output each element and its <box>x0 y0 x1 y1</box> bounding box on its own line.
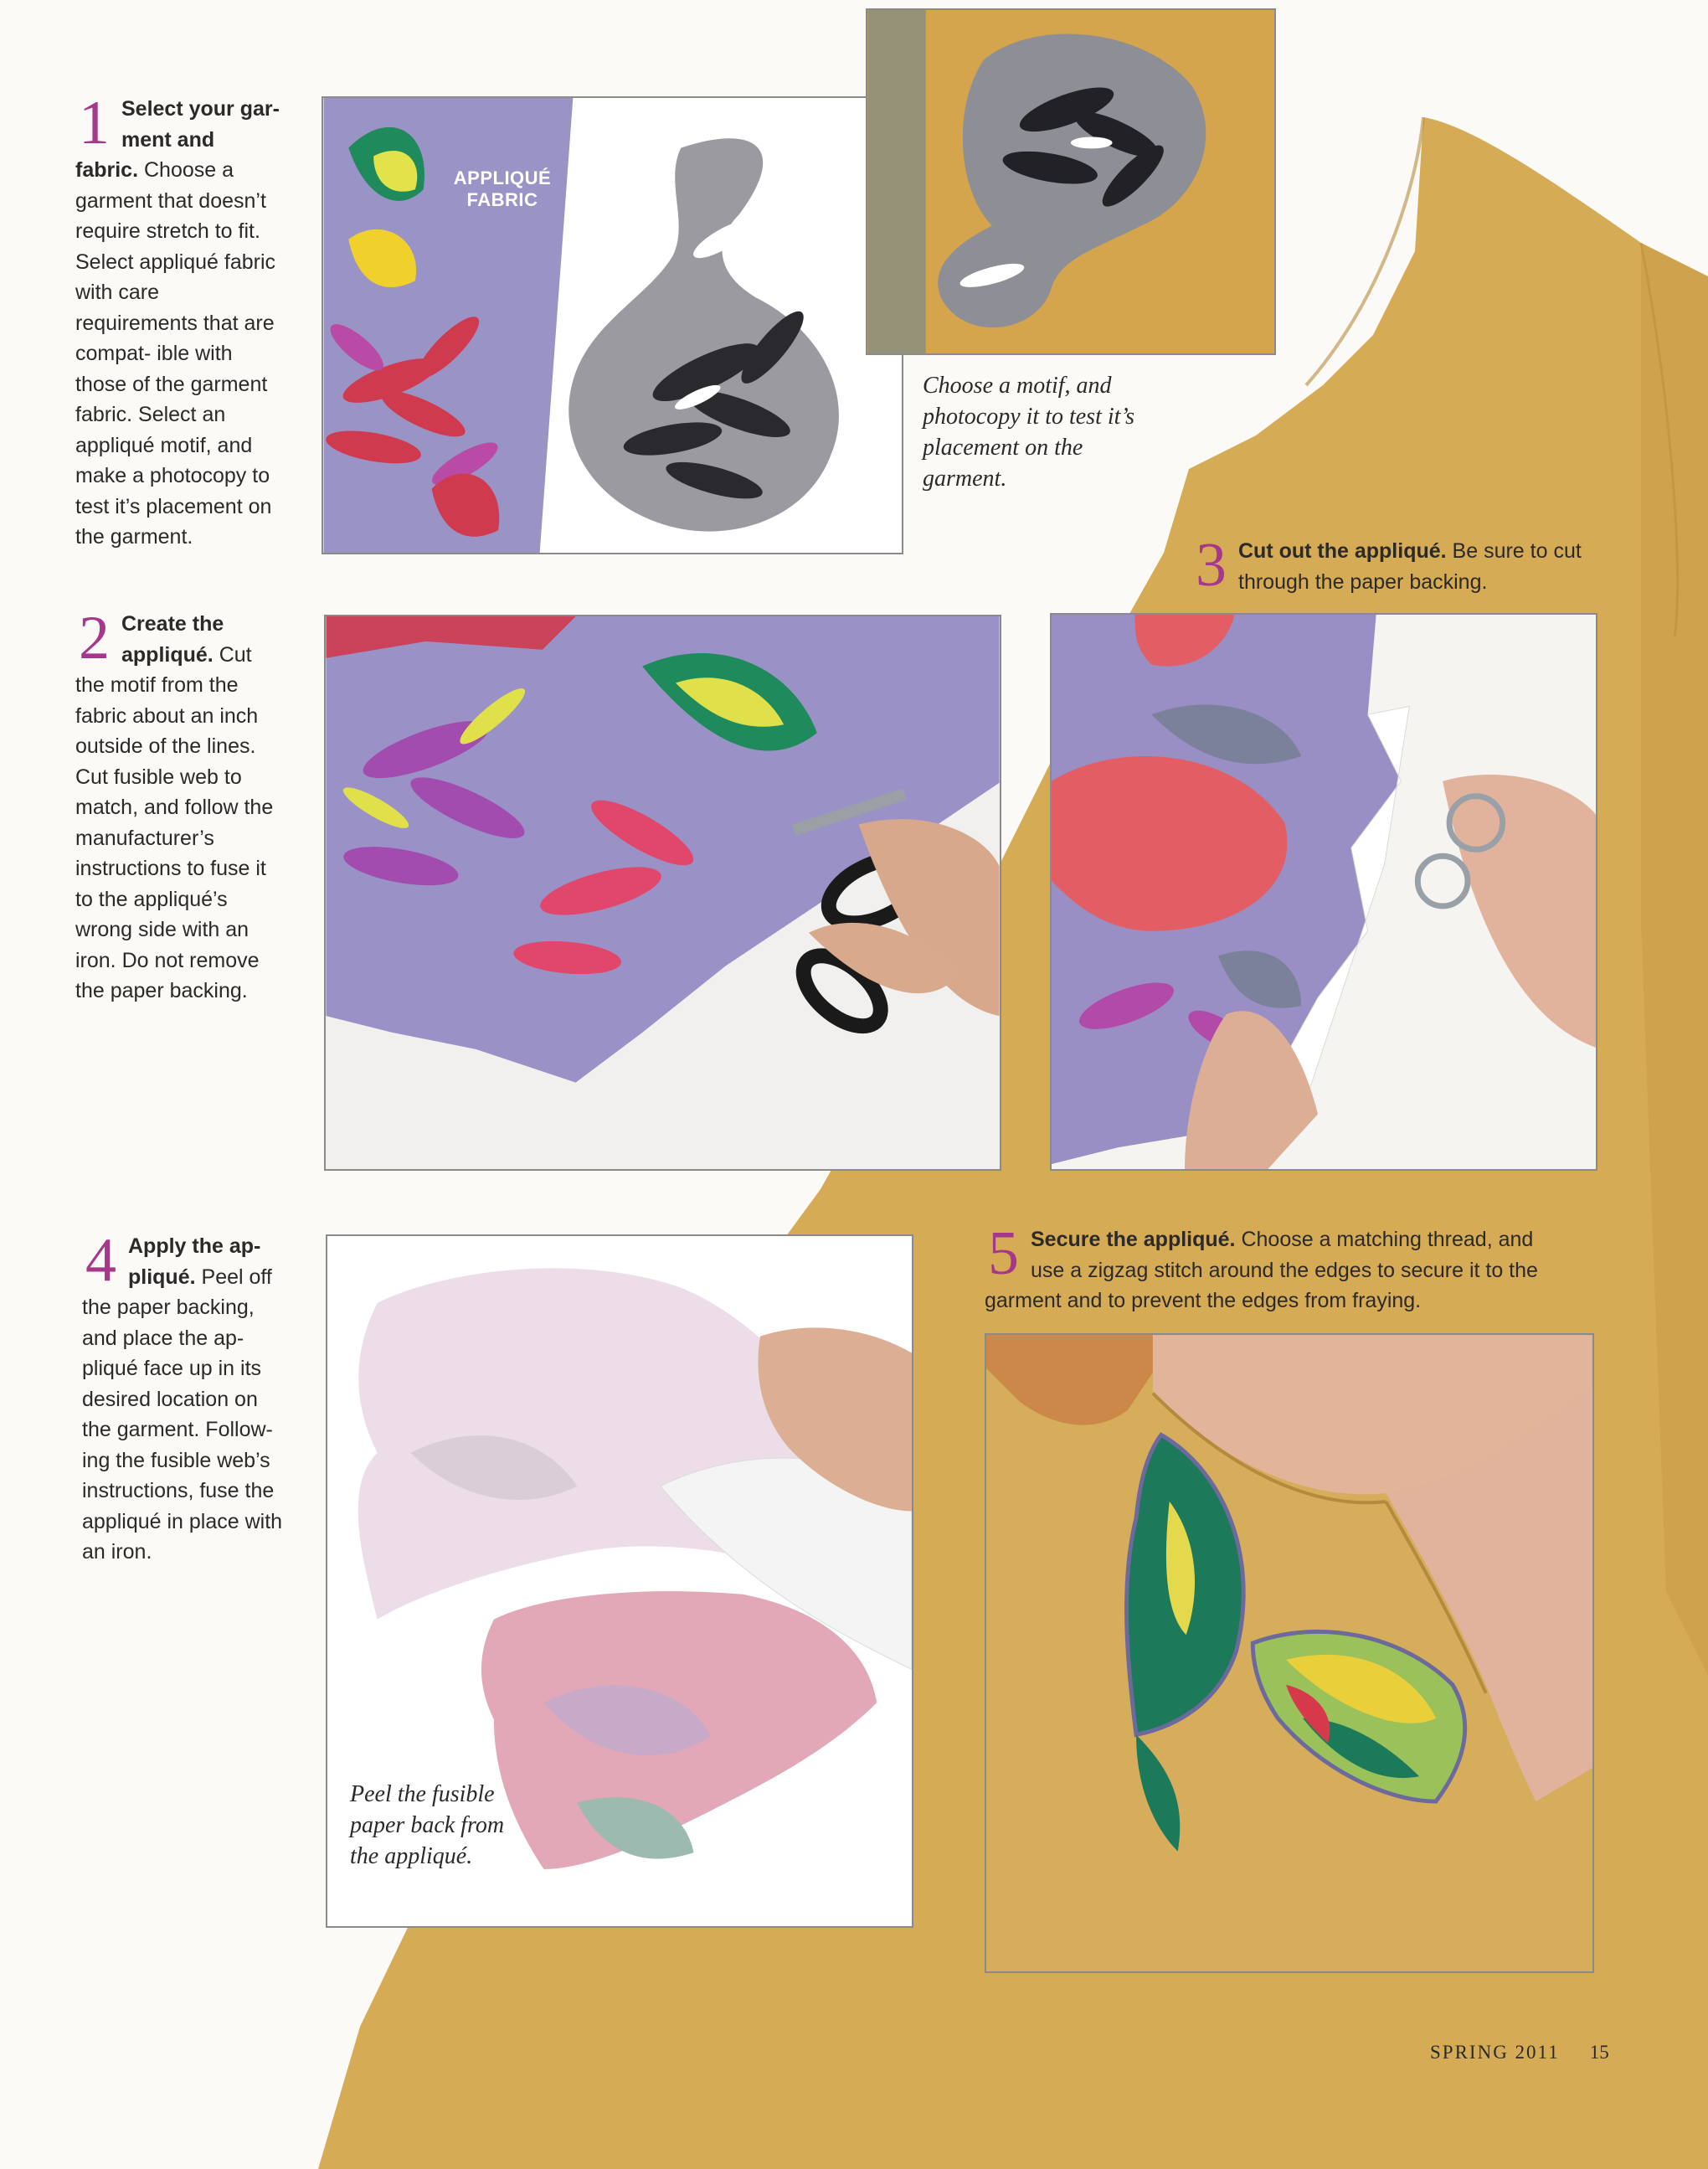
step-heading: Apply the ap- pliqué. <box>128 1234 261 1289</box>
step-number: 3 <box>1196 531 1227 600</box>
motif-photocopy-image <box>867 10 1274 353</box>
step-heading: Create the appliqué. <box>121 612 224 667</box>
caption-motif: Choose a motif, and photocopy it to test it’s placement on the garment. <box>923 373 1135 492</box>
step-body: Be sure to cut through the paper backing. <box>1238 539 1582 594</box>
step-body: Cut the motif from the fabric about an inch outside of the lines. Cut fusible web to match, and follow the manufacturer’s instructions to fuse it to the appliqué’s wrong side with an iron. Do not remove the paper backing. <box>75 642 274 1002</box>
photo-motif-on-garment <box>866 8 1276 355</box>
cut-backing-image <box>1052 615 1596 1169</box>
photo-finished-garment <box>985 1333 1594 1973</box>
step-number: 2 <box>79 604 110 672</box>
step-2 <box>75 604 280 1007</box>
step-number: 4 <box>85 1226 116 1295</box>
issue-label: SPRING 2011 <box>1430 2042 1560 2063</box>
cutting-fabric-image <box>326 616 1000 1169</box>
page-footer <box>1430 2042 1609 2063</box>
step-5 <box>985 1219 1571 1316</box>
step-heading: Secure the appliqué. <box>1031 1228 1236 1251</box>
applique-fabric-image <box>323 98 902 553</box>
step-number: 1 <box>79 89 110 157</box>
photo-cut-backing <box>1050 613 1597 1171</box>
caption-peel: Peel the fusible paper back from the appliqué. <box>350 1781 505 1869</box>
step-number: 5 <box>988 1219 1019 1288</box>
finished-garment-image <box>986 1335 1592 1971</box>
step-heading: Cut out the appliqué. <box>1238 539 1447 563</box>
photo-cut-motif <box>324 615 1001 1171</box>
photo-applique-fabric <box>322 96 903 554</box>
page-number: 15 <box>1589 2042 1609 2063</box>
step-1 <box>75 89 280 553</box>
step-body: Peel off the paper backing, and place the ap- pliqué face up in its desired location on the garment. Follow- ing the fusible web’s instructions, fuse the appliqué in place with an iron. <box>82 1265 283 1564</box>
step-heading: Select your gar- ment and fabric. <box>75 97 280 182</box>
step-body: Choose a garment that doesn’t require stretch to fit. Select appliqué fabric with care requirements that are compat- ible with those of the garment fabric. Select an appliqué motif, and make a photocopy to test it’s placement on the garment. <box>75 158 276 549</box>
step-3 <box>1192 531 1586 600</box>
applique-fabric-label: APPLIQUÉ FABRIC <box>453 167 552 210</box>
step-4 <box>82 1226 291 1568</box>
step-body: Choose a matching thread, and use a zigzag stitch around the edges to secure it to the garment and to prevent the edges from fraying. <box>985 1228 1538 1312</box>
